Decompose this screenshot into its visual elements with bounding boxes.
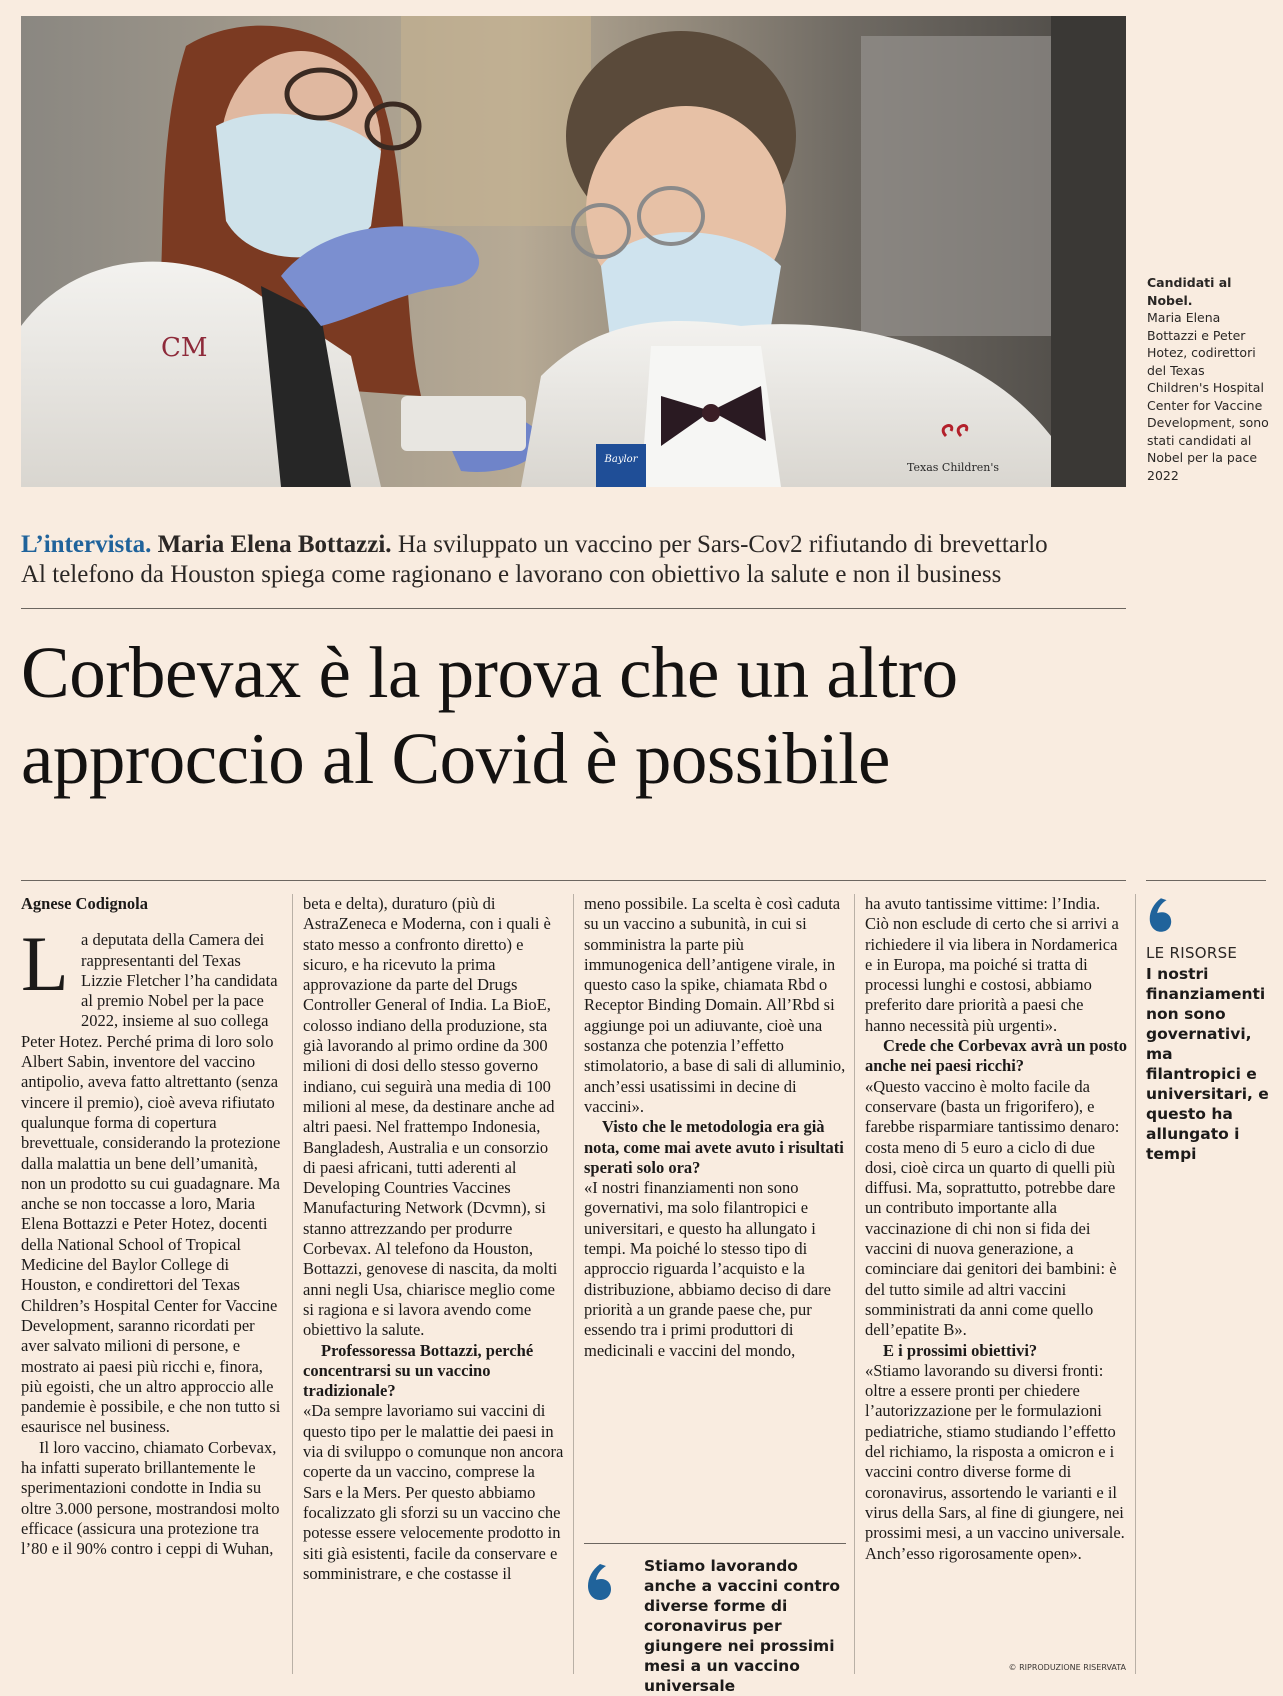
sidebar-kicker: LE RISORSE: [1146, 944, 1238, 962]
article-paragraph: «Questo vaccino è molto facile da conservare (basta un frigorifero), e farebbe risparmiare tantissimo denaro: costa meno di 5 euro a ciclo di due dosi, cioè circa un quarto di quelli più diffusi. Ma, soprattutto, potrebbe dare un contributo importante alla vaccinazione di chi non si fida dei vaccini di nuova generazione, a cominciare dai genitori dei bambini: è del tutto simile ad altri vaccini somministrati da anni come quello dell’epatite B».: [865, 1076, 1120, 1340]
interview-question: Professoressa Bottazzi, perché concentrarsi su un vaccino tradizionale?: [303, 1340, 534, 1401]
article-paragraph: beta e delta), duraturo (più di AstraZeneca e Moderna, con i quali è stato messo a confronto diretto) e sicuro, e ha ricevuto la prima approvazione da parte del Drugs Controller General of India. La BioE, colosso indiano della produzione, sta già lavorando al primo ordine da 300 milioni di dosi dello stesso governo indiano, cui seguirà una media di 100 milioni al mese, da destinare anche ad altri paesi. Nel frattempo Indonesia, Bangladesh, Australia e un consorzio di paesi africani, tutti aderenti al Developing Countries Vaccines Manufacturing Network (Dcvmn), si stanno attrezzando per produrre Corbevax. Al telefono da Houston, Bottazzi, genovese di nascita, da molti anni negli Usa, chiarisce meglio come si ragiona e si lavora avendo come obiettivo la salute.: [303, 894, 558, 1340]
column-separator: [292, 894, 293, 1674]
article-column-1: [21, 894, 283, 1678]
article-paragraph: [21, 920, 283, 1437]
intro-label: L’intervista.: [21, 531, 152, 558]
sidebar-quote-text: I nostri finanziamenti non sono governativi, ma filantropici e universitari, e questo ha allungato i tempi: [1146, 965, 1269, 1163]
article-paragraph: «Stiamo lavorando su diversi fronti: oltre a essere pronti per chiedere l’autorizzazione per le formulazioni pediatriche, stiamo studiando l’effetto del richiamo, la risposta a omicron e i vaccini contro diverse forme di coronavirus, assortendo le varianti e il virus della Sars, al fine di giungere, nei prossimi mesi, a un vaccino universale. Anch’esso rigorosamente open».: [865, 1360, 1125, 1563]
headline: [21, 630, 1126, 802]
article-paragraph: «I nostri finanziamenti non sono governativi, ma solo filantropici e universitari, e questo ha allungato i tempi. Ma poiché lo stesso tipo di approccio riguarda l’acquisto e la distribuzione, abbiamo deciso di dare priorità a un grande paese che, pur essendo tra i primi produttori di medicinali e vaccini del mondo,: [584, 1178, 831, 1360]
paragraph-text: a deputata della Camera dei rappresentanti del Texas Lizzie Fletcher l’ha candidata al premio Nobel per la pace 2022, insieme al suo collega Peter Hotez. Perché prima di loro solo Albert Sabin, inventore del vaccino antipolio, aveva fatto altrettanto (senza vincere il premio), cioè aveva rifiutato qualunque forma di copertura brevettuale, considerando la protezione dalla malattia un bene dell’umanità, non un prodotto su cui guadagnare. Ma anche se non toccasse a loro, Maria Elena Bottazzi e Peter Hotez, docenti della National School of Tropical Medicine del Baylor College di Houston, e condirettori del Texas Children’s Hospital Center for Vaccine Development, saranno ricordati per aver salvato milioni di persone, e mostrato ai paesi più ricchi e, finora, più egoisti, che un altro approccio alle pandemie è possibile, e che non tutto si esaurisce nel business.: [21, 930, 281, 1437]
article-column-3: [584, 894, 846, 1534]
author-byline: Agnese Codignola: [21, 894, 148, 913]
intro-name: Maria Elena Bottazzi.: [157, 531, 392, 558]
intro-line-1: [21, 530, 1126, 560]
article-intro: [21, 530, 1126, 590]
dropcap: L: [21, 920, 69, 1008]
quote-mark-icon: [1146, 896, 1174, 934]
coat-logo-text: CM: [161, 333, 208, 363]
copyright-notice: © RIPRODUZIONE RISERVATA: [1008, 1663, 1126, 1672]
column-separator: [854, 894, 855, 1674]
sidebar-quote: [1146, 892, 1270, 1164]
article-paragraph: «Da sempre lavoriamo sui vaccini di questo tipo per le malattie dei paesi in via di sviluppo o comunque non ancora coperte da un vaccino, comprese la Sars e la Mers. Per questo abbiamo focalizzato gli sforzi su un vaccino che potesse essere velocemente prodotto in siti già esistenti, facile da conservare e somministrare, e che costasse il: [303, 1401, 564, 1583]
lab-photo-illustration: [21, 16, 1126, 487]
column-separator: [1135, 894, 1136, 1674]
intro-subtitle: Ha sviluppato un vaccino per Sars-Cov2 rifiutando di brevettarlo: [397, 531, 1048, 558]
pull-quote: [584, 1543, 846, 1695]
texas-childrens-logo-text: Texas Children's: [907, 461, 999, 474]
baylor-logo-text: Baylor: [604, 454, 638, 465]
divider: [21, 608, 1126, 609]
article-paragraph: meno possibile. La scelta è così caduta su un vaccino a subunità, in cui si somministra la parte più immunogenica dell’antigene virale, in questo caso la spike, chiamata Rbd o Receptor Binding Domain. All’Rbd si aggiunge poi un adiuvante, cioè una sostanza che potenzia l’effetto stimolatorio, a base di sali di alluminio, anch’essi usatissimi in decine di vaccini».: [584, 894, 846, 1116]
intro-line-2: Al telefono da Houston spiega come ragionano e lavorano con obiettivo la salute e non il business: [21, 561, 1002, 588]
interview-question: Visto che le metodologia era già nota, come mai avete avuto i risultati sperati solo ora?: [584, 1117, 844, 1177]
interview-question: E i prossimi obiettivi?: [883, 1340, 1038, 1360]
column-separator: [573, 894, 574, 1674]
caption-text: Maria Elena Bottazzi e Peter Hotez, codirettori del Texas Children's Hospital Center for Vaccine Development, sono stati candidati al Nobel per la pace 2022: [1147, 310, 1269, 483]
pull-quote-text: Stiamo lavorando anche a vaccini contro diverse forme di coronavirus per giungere nei prossimi mesi a un vaccino universale: [644, 1557, 841, 1695]
quote-mark-icon: [584, 1562, 614, 1602]
article-paragraph: Il loro vaccino, chiamato Corbevax, ha infatti superato brillantemente le sperimentazioni condotte in India su oltre 3.000 persone, mostrandosi molto efficace (assicura una protezione tra l’80 e il 90% contro i ceppi di Wuhan,: [21, 1437, 280, 1559]
headline-line-2: approccio al Covid è possibile: [21, 718, 890, 799]
article-column-2: [303, 894, 565, 1678]
headline-line-1: Corbevax è la prova che un altro: [21, 632, 958, 713]
photo-caption: [1147, 274, 1269, 484]
interview-question: Crede che Corbevax avrà un posto anche nei paesi ricchi?: [865, 1036, 1127, 1076]
article-column-4: [865, 894, 1127, 1678]
article-photo: [21, 16, 1126, 487]
divider: [21, 880, 1126, 881]
divider: [1146, 880, 1266, 881]
article-paragraph: ha avuto tantissime vittime: l’India. Ciò non esclude di certo che si arrivi a richiedere il via libera in Nordamerica e in Europa, ma poiché si tratta di processi lunghi e costosi, abbiamo preferito dare priorità a paesi che hanno necessità più urgenti».: [865, 894, 1119, 1035]
caption-title: Candidati al Nobel.: [1147, 275, 1232, 308]
